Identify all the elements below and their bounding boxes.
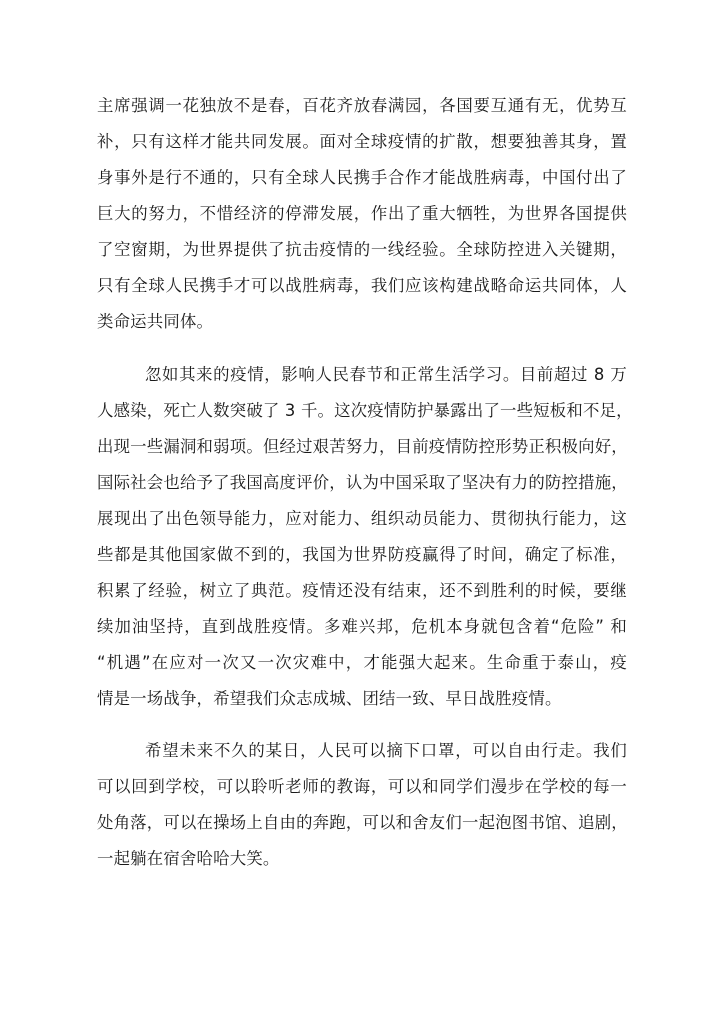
- paragraph-3: [97, 733, 627, 877]
- paragraph-line: 续加油坚持，直到战胜疫情。多难兴邦，危机本身就包含着“危险” 和: [97, 617, 627, 636]
- paragraph-line: 些都是其他国家做不到的，我国为世界防疫赢得了时间，确定了标准，: [97, 545, 627, 564]
- paragraph-line: 一起躺在宿舍哈哈大笑。: [97, 849, 280, 868]
- paragraph-line: 巨大的努力，不惜经济的停滞发展，作出了重大牺牲，为世界各国提供: [97, 204, 627, 223]
- paragraph-line: 展现出了出色领导能力，应对能力、组织动员能力、贯彻执行能力，这: [97, 509, 627, 528]
- paragraph-line: 补，只有这样才能共同发展。面对全球疫情的扩散，想要独善其身，置: [97, 132, 627, 151]
- paragraph-line: 可以回到学校，可以聆听老师的教诲，可以和同学们漫步在学校的每一: [97, 777, 627, 796]
- paragraph-line: 希望未来不久的某日，人民可以摘下口罩，可以自由行走。我们: [145, 741, 627, 760]
- paragraph-line: 出现一些漏洞和弱项。但经过艰苦努力，目前疫情防控形势正积极向好，: [97, 437, 628, 456]
- paragraph-line: 只有全球人民携手才可以战胜病毒，我们应该构建战略命运共同体，人: [97, 276, 627, 295]
- paragraph-line: “机遇”在应对一次又一次灾难中，才能强大起来。生命重于泰山，疫: [97, 653, 627, 672]
- paragraph-line: 处角落，可以在操场上自由的奔跑，可以和舍友们一起泡图书馆、追剧，: [97, 813, 628, 832]
- paragraph-line: 忽如其来的疫情，影响人民春节和正常生活学习。目前超过 8 万: [145, 365, 627, 384]
- paragraph-2: [97, 357, 633, 717]
- paragraph-line: 身事外是行不通的，只有全球人民携手合作才能战胜病毒，中国付出了: [97, 168, 627, 187]
- paragraph-line: 国际社会也给予了我国高度评价，认为中国采取了坚决有力的防控措施，: [97, 473, 628, 492]
- paragraph-line: 了空窗期，为世界提供了抗击疫情的一线经验。全球防控进入关键期，: [97, 240, 627, 259]
- paragraph-1: [97, 88, 627, 340]
- paragraph-line: 类命运共同体。: [97, 312, 214, 331]
- paragraph-line: 积累了经验，树立了典范。疫情还没有结束，还不到胜利的时候，要继: [97, 581, 627, 600]
- paragraph-line: 情是一场战争，希望我们众志成城、团结一致、早日战胜疫情。: [97, 689, 562, 708]
- paragraph-line: 主席强调一花独放不是春，百花齐放春满园，各国要互通有无，优势互: [97, 96, 627, 115]
- paragraph-line: 人感染，死亡人数突破了 3 千。这次疫情防护暴露出了一些短板和不足，: [97, 401, 633, 420]
